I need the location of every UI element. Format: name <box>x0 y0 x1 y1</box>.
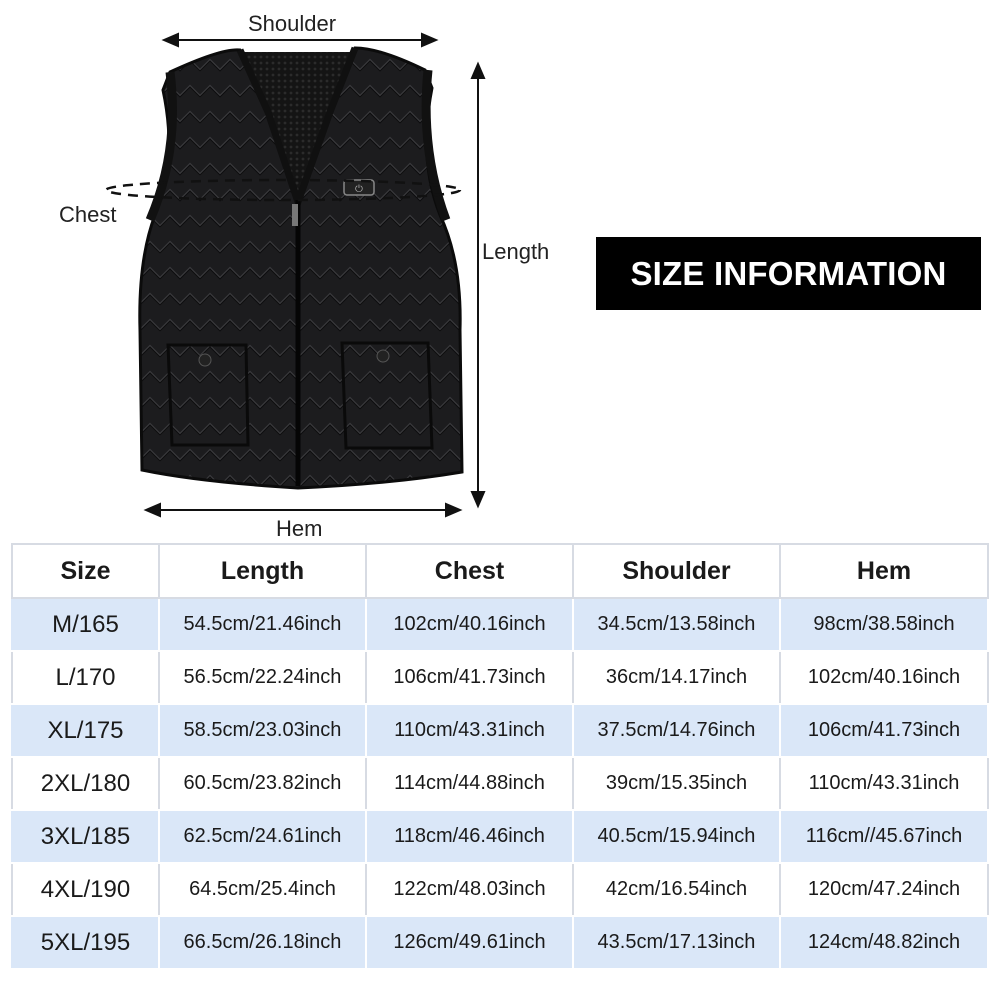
length-cell: 62.5cm/24.61inch <box>159 810 366 863</box>
chest-cell: 114cm/44.88inch <box>366 757 573 810</box>
size-cell: M/165 <box>12 598 159 651</box>
length-cell: 64.5cm/25.4inch <box>159 863 366 916</box>
table-row <box>12 598 988 651</box>
shoulder-cell: 36cm/14.17inch <box>573 651 780 704</box>
table-row <box>12 704 988 757</box>
size-cell: L/170 <box>12 651 159 704</box>
length-arrow <box>472 64 484 506</box>
hem-cell: 102cm/40.16inch <box>780 651 988 704</box>
length-label: Length <box>482 239 550 264</box>
length-cell: 58.5cm/23.03inch <box>159 704 366 757</box>
header-length: Length <box>159 544 366 598</box>
length-cell: 54.5cm/21.46inch <box>159 598 366 651</box>
size-cell: 3XL/185 <box>12 810 159 863</box>
length-cell: 56.5cm/22.24inch <box>159 651 366 704</box>
svg-text:⏻: ⏻ <box>355 184 363 195</box>
hem-cell: 116cm//45.67inch <box>780 810 988 863</box>
shoulder-cell: 40.5cm/15.94inch <box>573 810 780 863</box>
hem-label: Hem <box>276 516 323 541</box>
shoulder-cell: 42cm/16.54inch <box>573 863 780 916</box>
size-chart-table <box>11 543 989 970</box>
size-cell: 2XL/180 <box>12 757 159 810</box>
shoulder-cell: 39cm/15.35inch <box>573 757 780 810</box>
size-cell: XL/175 <box>12 704 159 757</box>
header-hem: Hem <box>780 544 988 598</box>
header-chest: Chest <box>366 544 573 598</box>
length-cell: 60.5cm/23.82inch <box>159 757 366 810</box>
table-row <box>12 757 988 810</box>
header-size: Size <box>12 544 159 598</box>
table-row <box>12 916 988 969</box>
chest-cell: 118cm/46.46inch <box>366 810 573 863</box>
size-cell: 4XL/190 <box>12 863 159 916</box>
hem-cell: 124cm/48.82inch <box>780 916 988 969</box>
chest-label: Chest <box>59 202 117 227</box>
shoulder-cell: 43.5cm/17.13inch <box>573 916 780 969</box>
chest-cell: 110cm/43.31inch <box>366 704 573 757</box>
hem-cell: 106cm/41.73inch <box>780 704 988 757</box>
table-row <box>12 810 988 863</box>
header-shoulder: Shoulder <box>573 544 780 598</box>
length-cell: 66.5cm/26.18inch <box>159 916 366 969</box>
chest-cell: 102cm/40.16inch <box>366 598 573 651</box>
size-cell: 5XL/195 <box>12 916 159 969</box>
chest-cell: 126cm/49.61inch <box>366 916 573 969</box>
hem-cell: 98cm/38.58inch <box>780 598 988 651</box>
hem-arrow <box>146 504 460 516</box>
chest-cell: 122cm/48.03inch <box>366 863 573 916</box>
hem-cell: 110cm/43.31inch <box>780 757 988 810</box>
table-row <box>12 863 988 916</box>
table-header-row <box>12 544 988 598</box>
size-information-banner: SIZE INFORMATION <box>596 237 981 310</box>
table-row <box>12 651 988 704</box>
shoulder-cell: 34.5cm/13.58inch <box>573 598 780 651</box>
shoulder-label: Shoulder <box>248 11 337 36</box>
hem-cell: 120cm/47.24inch <box>780 863 988 916</box>
shoulder-cell: 37.5cm/14.76inch <box>573 704 780 757</box>
chest-cell: 106cm/41.73inch <box>366 651 573 704</box>
